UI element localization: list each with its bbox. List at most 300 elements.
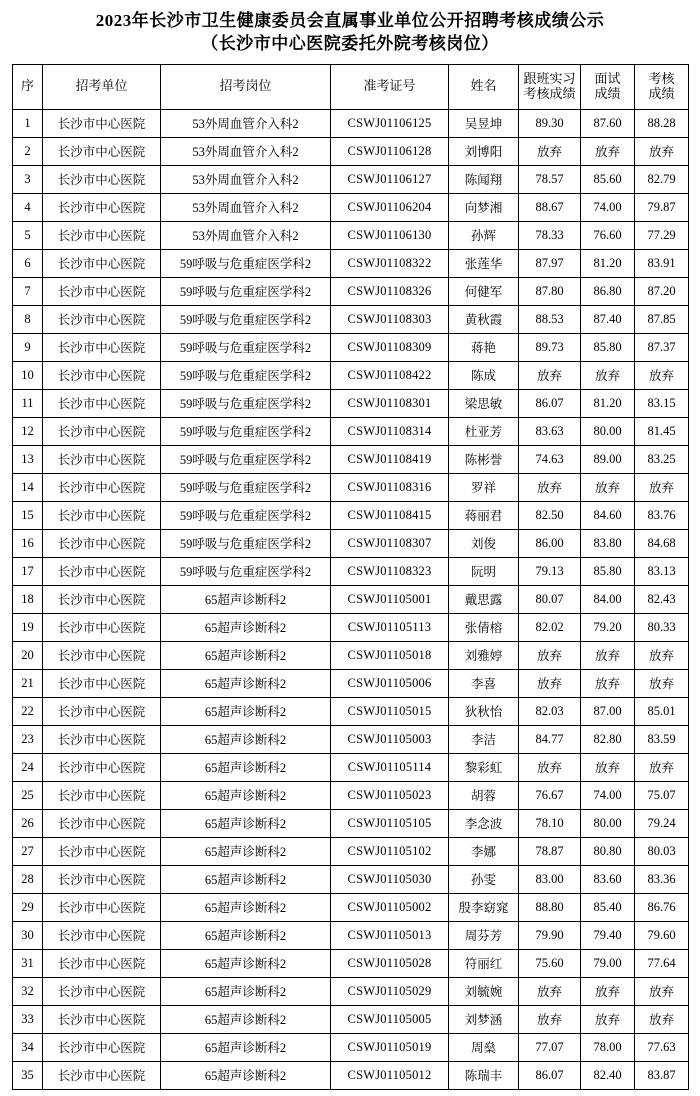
- row-total-score: 放弃: [635, 361, 689, 389]
- row-practice-score: 80.07: [519, 585, 581, 613]
- row-seq: 19: [13, 613, 43, 641]
- row-practice-score: 83.63: [519, 417, 581, 445]
- row-name: 刘博阳: [449, 137, 519, 165]
- row-name: 蒋丽君: [449, 501, 519, 529]
- row-total-score: 83.25: [635, 445, 689, 473]
- row-post: 59呼吸与危重症医学科2: [161, 473, 331, 501]
- row-post: 65超声诊断科2: [161, 753, 331, 781]
- table-row: [13, 613, 689, 641]
- row-practice-score: 87.97: [519, 249, 581, 277]
- row-ticket: CSWJ01106204: [331, 193, 449, 221]
- row-unit: 长沙市中心医院: [43, 949, 161, 977]
- row-practice-score: 78.87: [519, 837, 581, 865]
- row-interview-score: 85.40: [581, 893, 635, 921]
- row-seq: 27: [13, 837, 43, 865]
- row-interview-score: 85.80: [581, 557, 635, 585]
- row-unit: 长沙市中心医院: [43, 333, 161, 361]
- row-ticket: CSWJ01105013: [331, 921, 449, 949]
- table-row: [13, 165, 689, 193]
- table-row: [13, 305, 689, 333]
- row-unit: 长沙市中心医院: [43, 837, 161, 865]
- row-name: 李喜: [449, 669, 519, 697]
- row-practice-score: 88.80: [519, 893, 581, 921]
- row-name: 张莲华: [449, 249, 519, 277]
- title-line-1: 2023年长沙市卫生健康委员会直属事业单位公开招聘考核成绩公示: [95, 11, 605, 30]
- row-seq: 18: [13, 585, 43, 613]
- row-seq: 33: [13, 1005, 43, 1033]
- row-post: 59呼吸与危重症医学科2: [161, 305, 331, 333]
- row-seq: 10: [13, 361, 43, 389]
- row-ticket: CSWJ01105005: [331, 1005, 449, 1033]
- row-post: 65超声诊断科2: [161, 585, 331, 613]
- row-total-score: 放弃: [635, 641, 689, 669]
- row-name: 阮明: [449, 557, 519, 585]
- row-name: 梁思敏: [449, 389, 519, 417]
- table-row: [13, 809, 689, 837]
- results-table: [12, 64, 689, 1090]
- row-total-score: 83.59: [635, 725, 689, 753]
- row-total-score: 79.87: [635, 193, 689, 221]
- row-ticket: CSWJ01105001: [331, 585, 449, 613]
- row-total-score: 81.45: [635, 417, 689, 445]
- table-row: [13, 669, 689, 697]
- table-row: [13, 389, 689, 417]
- row-seq: 6: [13, 249, 43, 277]
- row-ticket: CSWJ01105114: [331, 753, 449, 781]
- table-row: [13, 333, 689, 361]
- row-practice-score: 放弃: [519, 669, 581, 697]
- row-unit: 长沙市中心医院: [43, 921, 161, 949]
- row-name: 刘毓婉: [449, 977, 519, 1005]
- row-interview-score: 80.00: [581, 809, 635, 837]
- row-ticket: CSWJ01105003: [331, 725, 449, 753]
- row-name: 罗祥: [449, 473, 519, 501]
- table-row: [13, 109, 689, 137]
- row-seq: 13: [13, 445, 43, 473]
- row-seq: 7: [13, 277, 43, 305]
- row-name: 何健军: [449, 277, 519, 305]
- row-interview-score: 87.00: [581, 697, 635, 725]
- row-name: 蒋艳: [449, 333, 519, 361]
- row-ticket: CSWJ01108301: [331, 389, 449, 417]
- table-row: [13, 641, 689, 669]
- row-post: 65超声诊断科2: [161, 641, 331, 669]
- row-interview-score: 84.00: [581, 585, 635, 613]
- row-post: 65超声诊断科2: [161, 697, 331, 725]
- row-post: 59呼吸与危重症医学科2: [161, 249, 331, 277]
- table-row: [13, 977, 689, 1005]
- row-unit: 长沙市中心医院: [43, 109, 161, 137]
- row-total-score: 放弃: [635, 1005, 689, 1033]
- row-post: 65超声诊断科2: [161, 1061, 331, 1089]
- row-practice-score: 放弃: [519, 361, 581, 389]
- row-unit: 长沙市中心医院: [43, 361, 161, 389]
- row-unit: 长沙市中心医院: [43, 1005, 161, 1033]
- row-unit: 长沙市中心医院: [43, 249, 161, 277]
- row-total-score: 83.87: [635, 1061, 689, 1089]
- row-post: 65超声诊断科2: [161, 613, 331, 641]
- row-seq: 25: [13, 781, 43, 809]
- row-unit: 长沙市中心医院: [43, 389, 161, 417]
- row-seq: 1: [13, 109, 43, 137]
- column-header-interview-line1: 面试: [594, 70, 621, 86]
- row-interview-score: 87.60: [581, 109, 635, 137]
- row-seq: 15: [13, 501, 43, 529]
- row-interview-score: 74.00: [581, 781, 635, 809]
- table-header-row: [13, 64, 689, 109]
- row-unit: 长沙市中心医院: [43, 585, 161, 613]
- row-name: 刘雅婷: [449, 641, 519, 669]
- row-interview-score: 79.00: [581, 949, 635, 977]
- row-seq: 35: [13, 1061, 43, 1089]
- row-post: 59呼吸与危重症医学科2: [161, 389, 331, 417]
- row-post: 53外周血管介入科2: [161, 221, 331, 249]
- row-total-score: 79.60: [635, 921, 689, 949]
- column-header-name: 姓名: [449, 64, 519, 109]
- column-header-unit: 招考单位: [43, 64, 161, 109]
- row-seq: 11: [13, 389, 43, 417]
- table-row: [13, 557, 689, 585]
- row-total-score: 82.79: [635, 165, 689, 193]
- row-post: 65超声诊断科2: [161, 781, 331, 809]
- row-post: 65超声诊断科2: [161, 725, 331, 753]
- table-row: [13, 249, 689, 277]
- row-practice-score: 放弃: [519, 137, 581, 165]
- row-ticket: CSWJ01108307: [331, 529, 449, 557]
- row-practice-score: 放弃: [519, 1005, 581, 1033]
- row-post: 65超声诊断科2: [161, 1005, 331, 1033]
- row-ticket: CSWJ01108326: [331, 277, 449, 305]
- row-practice-score: 82.02: [519, 613, 581, 641]
- row-unit: 长沙市中心医院: [43, 165, 161, 193]
- row-ticket: CSWJ01108303: [331, 305, 449, 333]
- row-interview-score: 放弃: [581, 753, 635, 781]
- row-practice-score: 86.00: [519, 529, 581, 557]
- row-ticket: CSWJ01108323: [331, 557, 449, 585]
- row-post: 65超声诊断科2: [161, 1033, 331, 1061]
- row-name: 陈闻翔: [449, 165, 519, 193]
- row-name: 周芬芳: [449, 921, 519, 949]
- row-unit: 长沙市中心医院: [43, 753, 161, 781]
- row-seq: 14: [13, 473, 43, 501]
- column-header-ticket: 准考证号: [331, 64, 449, 109]
- table-body: [13, 109, 689, 1089]
- row-practice-score: 89.73: [519, 333, 581, 361]
- row-unit: 长沙市中心医院: [43, 725, 161, 753]
- row-name: 李念波: [449, 809, 519, 837]
- row-name: 吴昱坤: [449, 109, 519, 137]
- row-unit: 长沙市中心医院: [43, 669, 161, 697]
- row-total-score: 86.76: [635, 893, 689, 921]
- row-name: 李娜: [449, 837, 519, 865]
- row-seq: 32: [13, 977, 43, 1005]
- row-ticket: CSWJ01105029: [331, 977, 449, 1005]
- row-practice-score: 79.90: [519, 921, 581, 949]
- row-interview-score: 放弃: [581, 361, 635, 389]
- row-interview-score: 85.60: [581, 165, 635, 193]
- row-practice-score: 86.07: [519, 1061, 581, 1089]
- row-ticket: CSWJ01108415: [331, 501, 449, 529]
- row-interview-score: 82.40: [581, 1061, 635, 1089]
- row-ticket: CSWJ01105019: [331, 1033, 449, 1061]
- row-unit: 长沙市中心医院: [43, 865, 161, 893]
- row-interview-score: 84.60: [581, 501, 635, 529]
- row-interview-score: 86.80: [581, 277, 635, 305]
- row-interview-score: 76.60: [581, 221, 635, 249]
- row-interview-score: 放弃: [581, 137, 635, 165]
- row-practice-score: 78.10: [519, 809, 581, 837]
- row-ticket: CSWJ01108322: [331, 249, 449, 277]
- row-seq: 17: [13, 557, 43, 585]
- row-practice-score: 82.50: [519, 501, 581, 529]
- row-seq: 5: [13, 221, 43, 249]
- row-unit: 长沙市中心医院: [43, 977, 161, 1005]
- table-row: [13, 417, 689, 445]
- row-ticket: CSWJ01108314: [331, 417, 449, 445]
- row-unit: 长沙市中心医院: [43, 193, 161, 221]
- row-practice-score: 88.53: [519, 305, 581, 333]
- row-practice-score: 89.30: [519, 109, 581, 137]
- table-row: [13, 277, 689, 305]
- row-total-score: 83.15: [635, 389, 689, 417]
- table-row: [13, 585, 689, 613]
- row-total-score: 85.01: [635, 697, 689, 725]
- row-unit: 长沙市中心医院: [43, 137, 161, 165]
- row-practice-score: 78.57: [519, 165, 581, 193]
- row-name: 符丽红: [449, 949, 519, 977]
- row-total-score: 83.76: [635, 501, 689, 529]
- table-row: [13, 865, 689, 893]
- row-practice-score: 76.67: [519, 781, 581, 809]
- row-practice-score: 84.77: [519, 725, 581, 753]
- row-seq: 23: [13, 725, 43, 753]
- row-seq: 34: [13, 1033, 43, 1061]
- row-ticket: CSWJ01105018: [331, 641, 449, 669]
- row-unit: 长沙市中心医院: [43, 613, 161, 641]
- row-post: 53外周血管介入科2: [161, 137, 331, 165]
- row-ticket: CSWJ01108309: [331, 333, 449, 361]
- row-interview-score: 89.00: [581, 445, 635, 473]
- row-seq: 2: [13, 137, 43, 165]
- row-unit: 长沙市中心医院: [43, 1061, 161, 1089]
- row-unit: 长沙市中心医院: [43, 221, 161, 249]
- row-seq: 22: [13, 697, 43, 725]
- row-seq: 20: [13, 641, 43, 669]
- row-interview-score: 放弃: [581, 473, 635, 501]
- column-header-interview-line2: 成绩: [594, 85, 621, 101]
- table-row: [13, 445, 689, 473]
- row-practice-score: 88.67: [519, 193, 581, 221]
- row-total-score: 77.64: [635, 949, 689, 977]
- row-post: 59呼吸与危重症医学科2: [161, 557, 331, 585]
- page-title: [12, 10, 688, 56]
- row-practice-score: 79.13: [519, 557, 581, 585]
- table-row: [13, 697, 689, 725]
- table-row: [13, 753, 689, 781]
- row-name: 孙辉: [449, 221, 519, 249]
- row-ticket: CSWJ01106130: [331, 221, 449, 249]
- row-ticket: CSWJ01105030: [331, 865, 449, 893]
- row-interview-score: 87.40: [581, 305, 635, 333]
- row-total-score: 83.91: [635, 249, 689, 277]
- row-name: 黄秋霞: [449, 305, 519, 333]
- column-header-interview: [581, 64, 635, 109]
- row-seq: 9: [13, 333, 43, 361]
- row-post: 59呼吸与危重症医学科2: [161, 417, 331, 445]
- row-interview-score: 放弃: [581, 977, 635, 1005]
- row-ticket: CSWJ01105023: [331, 781, 449, 809]
- row-ticket: CSWJ01106127: [331, 165, 449, 193]
- row-unit: 长沙市中心医院: [43, 529, 161, 557]
- row-post: 65超声诊断科2: [161, 977, 331, 1005]
- column-header-practice-line2: 考核成绩: [523, 85, 576, 101]
- row-practice-score: 放弃: [519, 641, 581, 669]
- row-seq: 16: [13, 529, 43, 557]
- row-post: 53外周血管介入科2: [161, 109, 331, 137]
- row-ticket: CSWJ01106128: [331, 137, 449, 165]
- row-ticket: CSWJ01105105: [331, 809, 449, 837]
- row-name: 向梦湘: [449, 193, 519, 221]
- row-total-score: 75.07: [635, 781, 689, 809]
- row-total-score: 放弃: [635, 669, 689, 697]
- row-interview-score: 85.80: [581, 333, 635, 361]
- row-interview-score: 78.00: [581, 1033, 635, 1061]
- row-post: 59呼吸与危重症医学科2: [161, 277, 331, 305]
- row-unit: 长沙市中心医院: [43, 305, 161, 333]
- table-row: [13, 781, 689, 809]
- column-header-total-line2: 成绩: [648, 85, 675, 101]
- row-seq: 30: [13, 921, 43, 949]
- row-total-score: 放弃: [635, 753, 689, 781]
- row-seq: 3: [13, 165, 43, 193]
- row-name: 陈瑞丰: [449, 1061, 519, 1089]
- row-total-score: 84.68: [635, 529, 689, 557]
- row-total-score: 77.63: [635, 1033, 689, 1061]
- row-total-score: 88.28: [635, 109, 689, 137]
- row-interview-score: 82.80: [581, 725, 635, 753]
- row-post: 65超声诊断科2: [161, 893, 331, 921]
- row-total-score: 79.24: [635, 809, 689, 837]
- row-interview-score: 81.20: [581, 249, 635, 277]
- row-seq: 26: [13, 809, 43, 837]
- row-unit: 长沙市中心医院: [43, 417, 161, 445]
- table-row: [13, 921, 689, 949]
- row-ticket: CSWJ01105015: [331, 697, 449, 725]
- row-ticket: CSWJ01105028: [331, 949, 449, 977]
- title-line-2: （长沙市中心医院委托外院考核岗位）: [201, 33, 499, 53]
- row-post: 65超声诊断科2: [161, 949, 331, 977]
- column-header-practice: [519, 64, 581, 109]
- row-total-score: 放弃: [635, 137, 689, 165]
- row-name: 李洁: [449, 725, 519, 753]
- row-interview-score: 81.20: [581, 389, 635, 417]
- row-total-score: 83.13: [635, 557, 689, 585]
- row-practice-score: 87.80: [519, 277, 581, 305]
- column-header-seq: 序: [13, 64, 43, 109]
- table-row: [13, 725, 689, 753]
- table-row: [13, 837, 689, 865]
- row-unit: 长沙市中心医院: [43, 473, 161, 501]
- row-ticket: CSWJ01108316: [331, 473, 449, 501]
- table-row: [13, 501, 689, 529]
- row-name: 戴思露: [449, 585, 519, 613]
- row-unit: 长沙市中心医院: [43, 277, 161, 305]
- row-seq: 28: [13, 865, 43, 893]
- table-row: [13, 193, 689, 221]
- row-interview-score: 79.20: [581, 613, 635, 641]
- table-row: [13, 529, 689, 557]
- row-name: 张倩榕: [449, 613, 519, 641]
- column-header-practice-line1: 跟班实习: [523, 70, 576, 86]
- row-post: 59呼吸与危重症医学科2: [161, 501, 331, 529]
- row-post: 65超声诊断科2: [161, 865, 331, 893]
- row-post: 65超声诊断科2: [161, 669, 331, 697]
- row-unit: 长沙市中心医院: [43, 781, 161, 809]
- row-ticket: CSWJ01105002: [331, 893, 449, 921]
- row-total-score: 83.36: [635, 865, 689, 893]
- row-interview-score: 放弃: [581, 669, 635, 697]
- row-total-score: 77.29: [635, 221, 689, 249]
- row-unit: 长沙市中心医院: [43, 445, 161, 473]
- row-total-score: 80.03: [635, 837, 689, 865]
- column-header-post: 招考岗位: [161, 64, 331, 109]
- row-interview-score: 80.80: [581, 837, 635, 865]
- row-name: 陈彬誉: [449, 445, 519, 473]
- row-seq: 21: [13, 669, 43, 697]
- row-total-score: 放弃: [635, 473, 689, 501]
- table-row: [13, 949, 689, 977]
- row-name: 陈成: [449, 361, 519, 389]
- row-seq: 31: [13, 949, 43, 977]
- row-interview-score: 80.00: [581, 417, 635, 445]
- row-interview-score: 79.40: [581, 921, 635, 949]
- row-name: 刘俊: [449, 529, 519, 557]
- row-seq: 29: [13, 893, 43, 921]
- column-header-total: [635, 64, 689, 109]
- table-row: [13, 1033, 689, 1061]
- row-practice-score: 77.07: [519, 1033, 581, 1061]
- row-total-score: 87.37: [635, 333, 689, 361]
- row-post: 59呼吸与危重症医学科2: [161, 333, 331, 361]
- row-interview-score: 放弃: [581, 641, 635, 669]
- row-name: 黎彩虹: [449, 753, 519, 781]
- row-ticket: CSWJ01105102: [331, 837, 449, 865]
- row-unit: 长沙市中心医院: [43, 893, 161, 921]
- row-interview-score: 83.80: [581, 529, 635, 557]
- row-practice-score: 放弃: [519, 753, 581, 781]
- row-unit: 长沙市中心医院: [43, 501, 161, 529]
- row-practice-score: 83.00: [519, 865, 581, 893]
- row-seq: 8: [13, 305, 43, 333]
- row-post: 53外周血管介入科2: [161, 165, 331, 193]
- row-practice-score: 78.33: [519, 221, 581, 249]
- row-name: 孙雯: [449, 865, 519, 893]
- row-unit: 长沙市中心医院: [43, 1033, 161, 1061]
- row-interview-score: 放弃: [581, 1005, 635, 1033]
- row-name: 狄秋怡: [449, 697, 519, 725]
- table-row: [13, 893, 689, 921]
- row-ticket: CSWJ01105113: [331, 613, 449, 641]
- row-practice-score: 75.60: [519, 949, 581, 977]
- row-post: 65超声诊断科2: [161, 809, 331, 837]
- row-practice-score: 82.03: [519, 697, 581, 725]
- table-row: [13, 473, 689, 501]
- row-post: 59呼吸与危重症医学科2: [161, 445, 331, 473]
- row-total-score: 80.33: [635, 613, 689, 641]
- row-seq: 4: [13, 193, 43, 221]
- row-unit: 长沙市中心医院: [43, 697, 161, 725]
- row-unit: 长沙市中心医院: [43, 641, 161, 669]
